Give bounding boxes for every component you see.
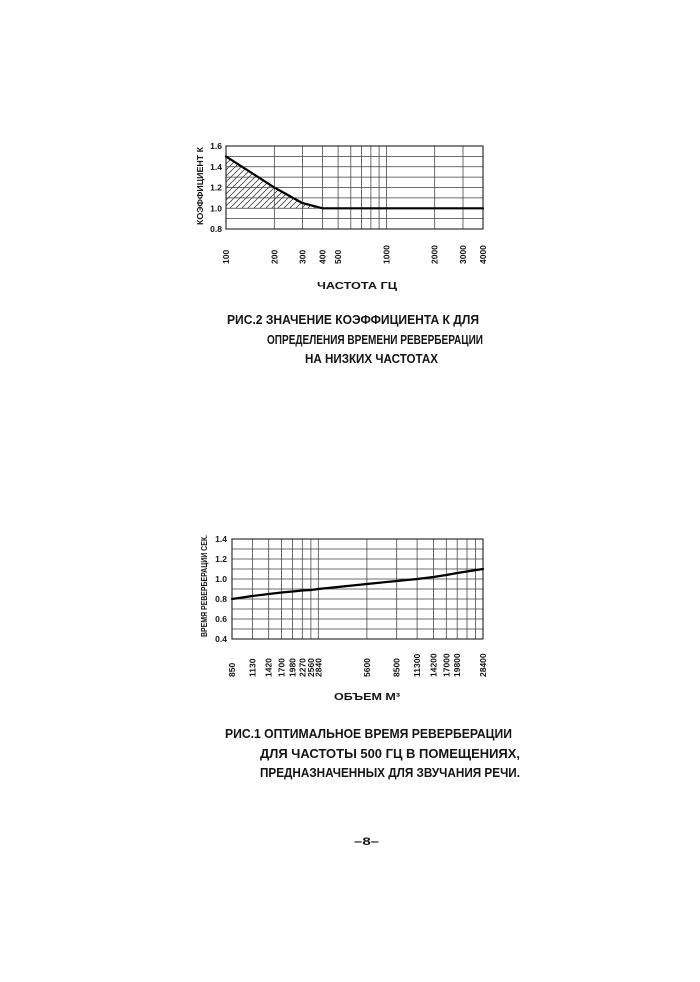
x-tick-label: 1130 (247, 658, 258, 677)
y-tick-label: 0.8 (210, 224, 222, 234)
x-tick-label: 1980 (287, 658, 298, 677)
x-tick-label: 8500 (391, 658, 402, 677)
x-tick-label: 1420 (263, 658, 274, 677)
x-tick-label: 100 (221, 249, 231, 264)
caption-line: РИС.2 ЗНАЧЕНИЕ КОЭФФИЦИЕНТА К ДЛЯ (227, 313, 480, 327)
grid (226, 146, 483, 229)
figure-2 (196, 141, 488, 366)
x-tick-label: 3000 (458, 245, 468, 264)
x-tick-label: 14200 (428, 653, 439, 677)
page-number: –8– (354, 836, 379, 848)
caption-line: РИС.1 ОПТИМАЛЬНОЕ ВРЕМЯ РЕВЕРБЕРАЦИИ (225, 726, 512, 741)
x-tick-label: 400 (317, 249, 328, 264)
caption-line: ДЛЯ ЧАСТОТЫ 500 ГЦ В ПОМЕЩЕНИЯХ, (260, 746, 520, 761)
x-tick-label: 17000 (441, 653, 452, 677)
y-axis-label: ВРЕМЯ РЕВЕРБЕРАЦИИ СЕК. (200, 519, 209, 637)
y-tick-label: 1.0 (215, 574, 227, 584)
x-tick-label: 4000 (478, 245, 488, 264)
x-tick-label: 2560 (305, 658, 316, 677)
y-axis-label: КОЭФФИЦИЕНТ К (196, 154, 205, 225)
x-tick-label: 2000 (429, 245, 440, 264)
x-tick-label: 1700 (276, 658, 287, 677)
y-tick-label: 1.2 (210, 182, 222, 193)
x-tick-label: 2270 (297, 658, 308, 677)
x-tick-label: 200 (269, 249, 280, 264)
x-tick-label: 300 (297, 249, 308, 264)
caption-line: НА НИЗКИХ ЧАСТОТАХ (305, 352, 439, 366)
x-axis-label: ЧАСТОТА ГЦ (317, 281, 398, 292)
x-axis-label: ОБЪЕМ М³ (334, 692, 401, 703)
chart-reverberation-time (215, 534, 488, 677)
x-tick-label: 19800 (452, 653, 463, 677)
x-tick-label: 500 (333, 249, 344, 264)
figure-caption (227, 313, 483, 366)
caption-line: ОПРЕДЕЛЕНИЯ ВРЕМЕНИ РЕВЕРБЕРАЦИИ (267, 333, 484, 347)
chart-k-coefficient (210, 141, 488, 264)
x-tick-label: 28400 (478, 653, 488, 677)
y-tick-label: 1.2 (215, 554, 227, 564)
y-tick-label: 0.4 (215, 634, 227, 644)
x-tick-label: 11300 (412, 653, 423, 677)
x-tick-label: 2840 (313, 658, 324, 677)
y-tick-label: 1.4 (215, 534, 227, 544)
y-tick-label: 1.4 (210, 161, 222, 172)
y-tick-label: 1.6 (210, 141, 222, 151)
y-tick-label: 0.6 (215, 614, 227, 624)
figure-caption (225, 726, 520, 780)
x-tick-label: 5600 (361, 658, 372, 677)
y-tick-label: 1.0 (210, 203, 222, 214)
grid (232, 539, 483, 639)
caption-line: ПРЕДНАЗНАЧЕННЫХ ДЛЯ ЗВУЧАНИЯ РЕЧИ. (260, 765, 520, 780)
data-curve (232, 569, 483, 599)
y-tick-label: 0.8 (215, 594, 227, 604)
x-tick-label: 1000 (381, 245, 392, 264)
figure-1 (200, 519, 520, 780)
x-tick-label: 850 (227, 662, 237, 677)
